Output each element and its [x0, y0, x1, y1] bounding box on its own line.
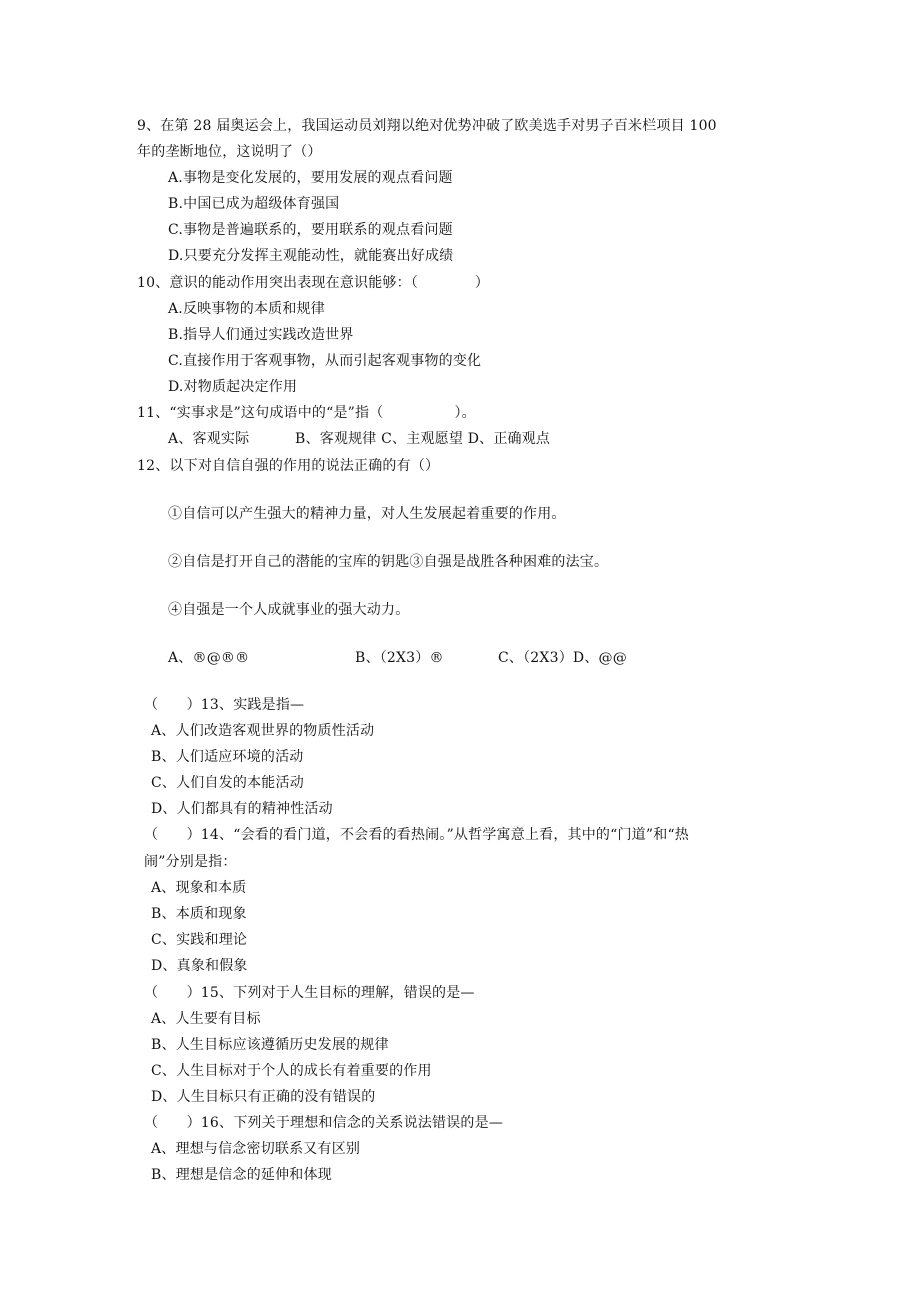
q10-option-c: C.直接作用于客观事物，从而引起客观事物的变化 — [168, 353, 482, 369]
q10-option-a: A.反映事物的本质和规律 — [168, 301, 325, 317]
q15-stem: （ ）15、下列对于人生目标的理解，错误的是— — [144, 985, 475, 1001]
q13-option-b: B、人们适应环境的活动 — [151, 749, 304, 765]
q9-stem-line1: 9、在第 28 届奥运会上，我国运动员刘翔以绝对优势冲破了欧美选手对男子百米栏项目 100 — [137, 118, 717, 134]
q16-stem: （ ）16、下列关于理想和信念的关系说法错误的是— — [144, 1115, 504, 1131]
q13-stem: （ ）13、实践是指— — [144, 697, 305, 713]
q12-item-3: ④自强是一个人成就事业的强大动力。 — [168, 602, 410, 618]
q13-option-c: C、人们自发的本能活动 — [151, 775, 304, 791]
q14-option-c: C、实践和理论 — [151, 932, 248, 948]
q10-option-d: D.对物质起决定作用 — [168, 379, 298, 395]
q10-stem: 10、意识的能动作用突出表现在意识能够：（ ） — [137, 275, 490, 291]
q12-option-a: A、®@®® — [168, 650, 250, 666]
q13-option-d: D、人们都具有的精神性活动 — [151, 801, 333, 817]
q12-item-1: ①自信可以产生强大的精神力量，对人生发展起着重要的作用。 — [168, 506, 566, 522]
q11-option-a: A、客观实际 — [168, 431, 250, 447]
q12-item-2: ②自信是打开自己的潜能的宝库的钥匙③自强是战胜各种困难的法宝。 — [168, 554, 609, 570]
q15-option-d: D、人生目标只有正确的没有错误的 — [151, 1089, 376, 1105]
q9-option-d: D.只要充分发挥主观能动性，就能赛出好成绩 — [168, 248, 454, 264]
q9-stem-line2: 年的垄断地位，这说明了（） — [137, 144, 322, 160]
q14-stem-line1: （ ）14、“会看的看门道，不会看的看热闹。”从哲学寓意上看，其中的“门道”和“热 — [144, 827, 689, 843]
q12-stem: 12、以下对自信自强的作用的说法正确的有（） — [137, 458, 440, 474]
q9-option-a: A.事物是变化发展的，要用发展的观点看问题 — [168, 170, 453, 186]
q15-option-a: A、人生要有目标 — [151, 1011, 261, 1027]
q14-option-b: B、本质和现象 — [151, 906, 247, 922]
q15-option-b: B、人生目标应该遵循历史发展的规律 — [151, 1037, 389, 1053]
q11-stem: 11、“实事求是”这句成语中的“是”指（ ）。 — [137, 405, 476, 421]
q14-option-a: A、现象和本质 — [151, 880, 247, 896]
q14-option-d: D、真象和假象 — [151, 958, 248, 974]
q12-option-b: B、（2X3）® — [355, 650, 444, 666]
q12-option-cd: C、（2X3）D、@@ — [498, 650, 627, 666]
q9-option-b: B.中国已成为超级体育强国 — [168, 196, 340, 212]
q15-option-c: C、人生目标对于个人的成长有着重要的作用 — [151, 1063, 432, 1079]
q16-option-b: B、理想是信念的延伸和体现 — [151, 1167, 332, 1183]
q16-option-a: A、理想与信念密切联系又有区别 — [151, 1141, 361, 1157]
q10-option-b: B.指导人们通过实践改造世界 — [168, 327, 354, 343]
q14-stem-line2: 闹”分别是指： — [144, 854, 237, 870]
q11-options-rest: B、客观规律 C、主观愿望 D、正确观点 — [295, 431, 551, 447]
q13-option-a: A、人们改造客观世界的物质性活动 — [151, 723, 375, 739]
q9-option-c: C.事物是普遍联系的，要用联系的观点看问题 — [168, 222, 453, 238]
